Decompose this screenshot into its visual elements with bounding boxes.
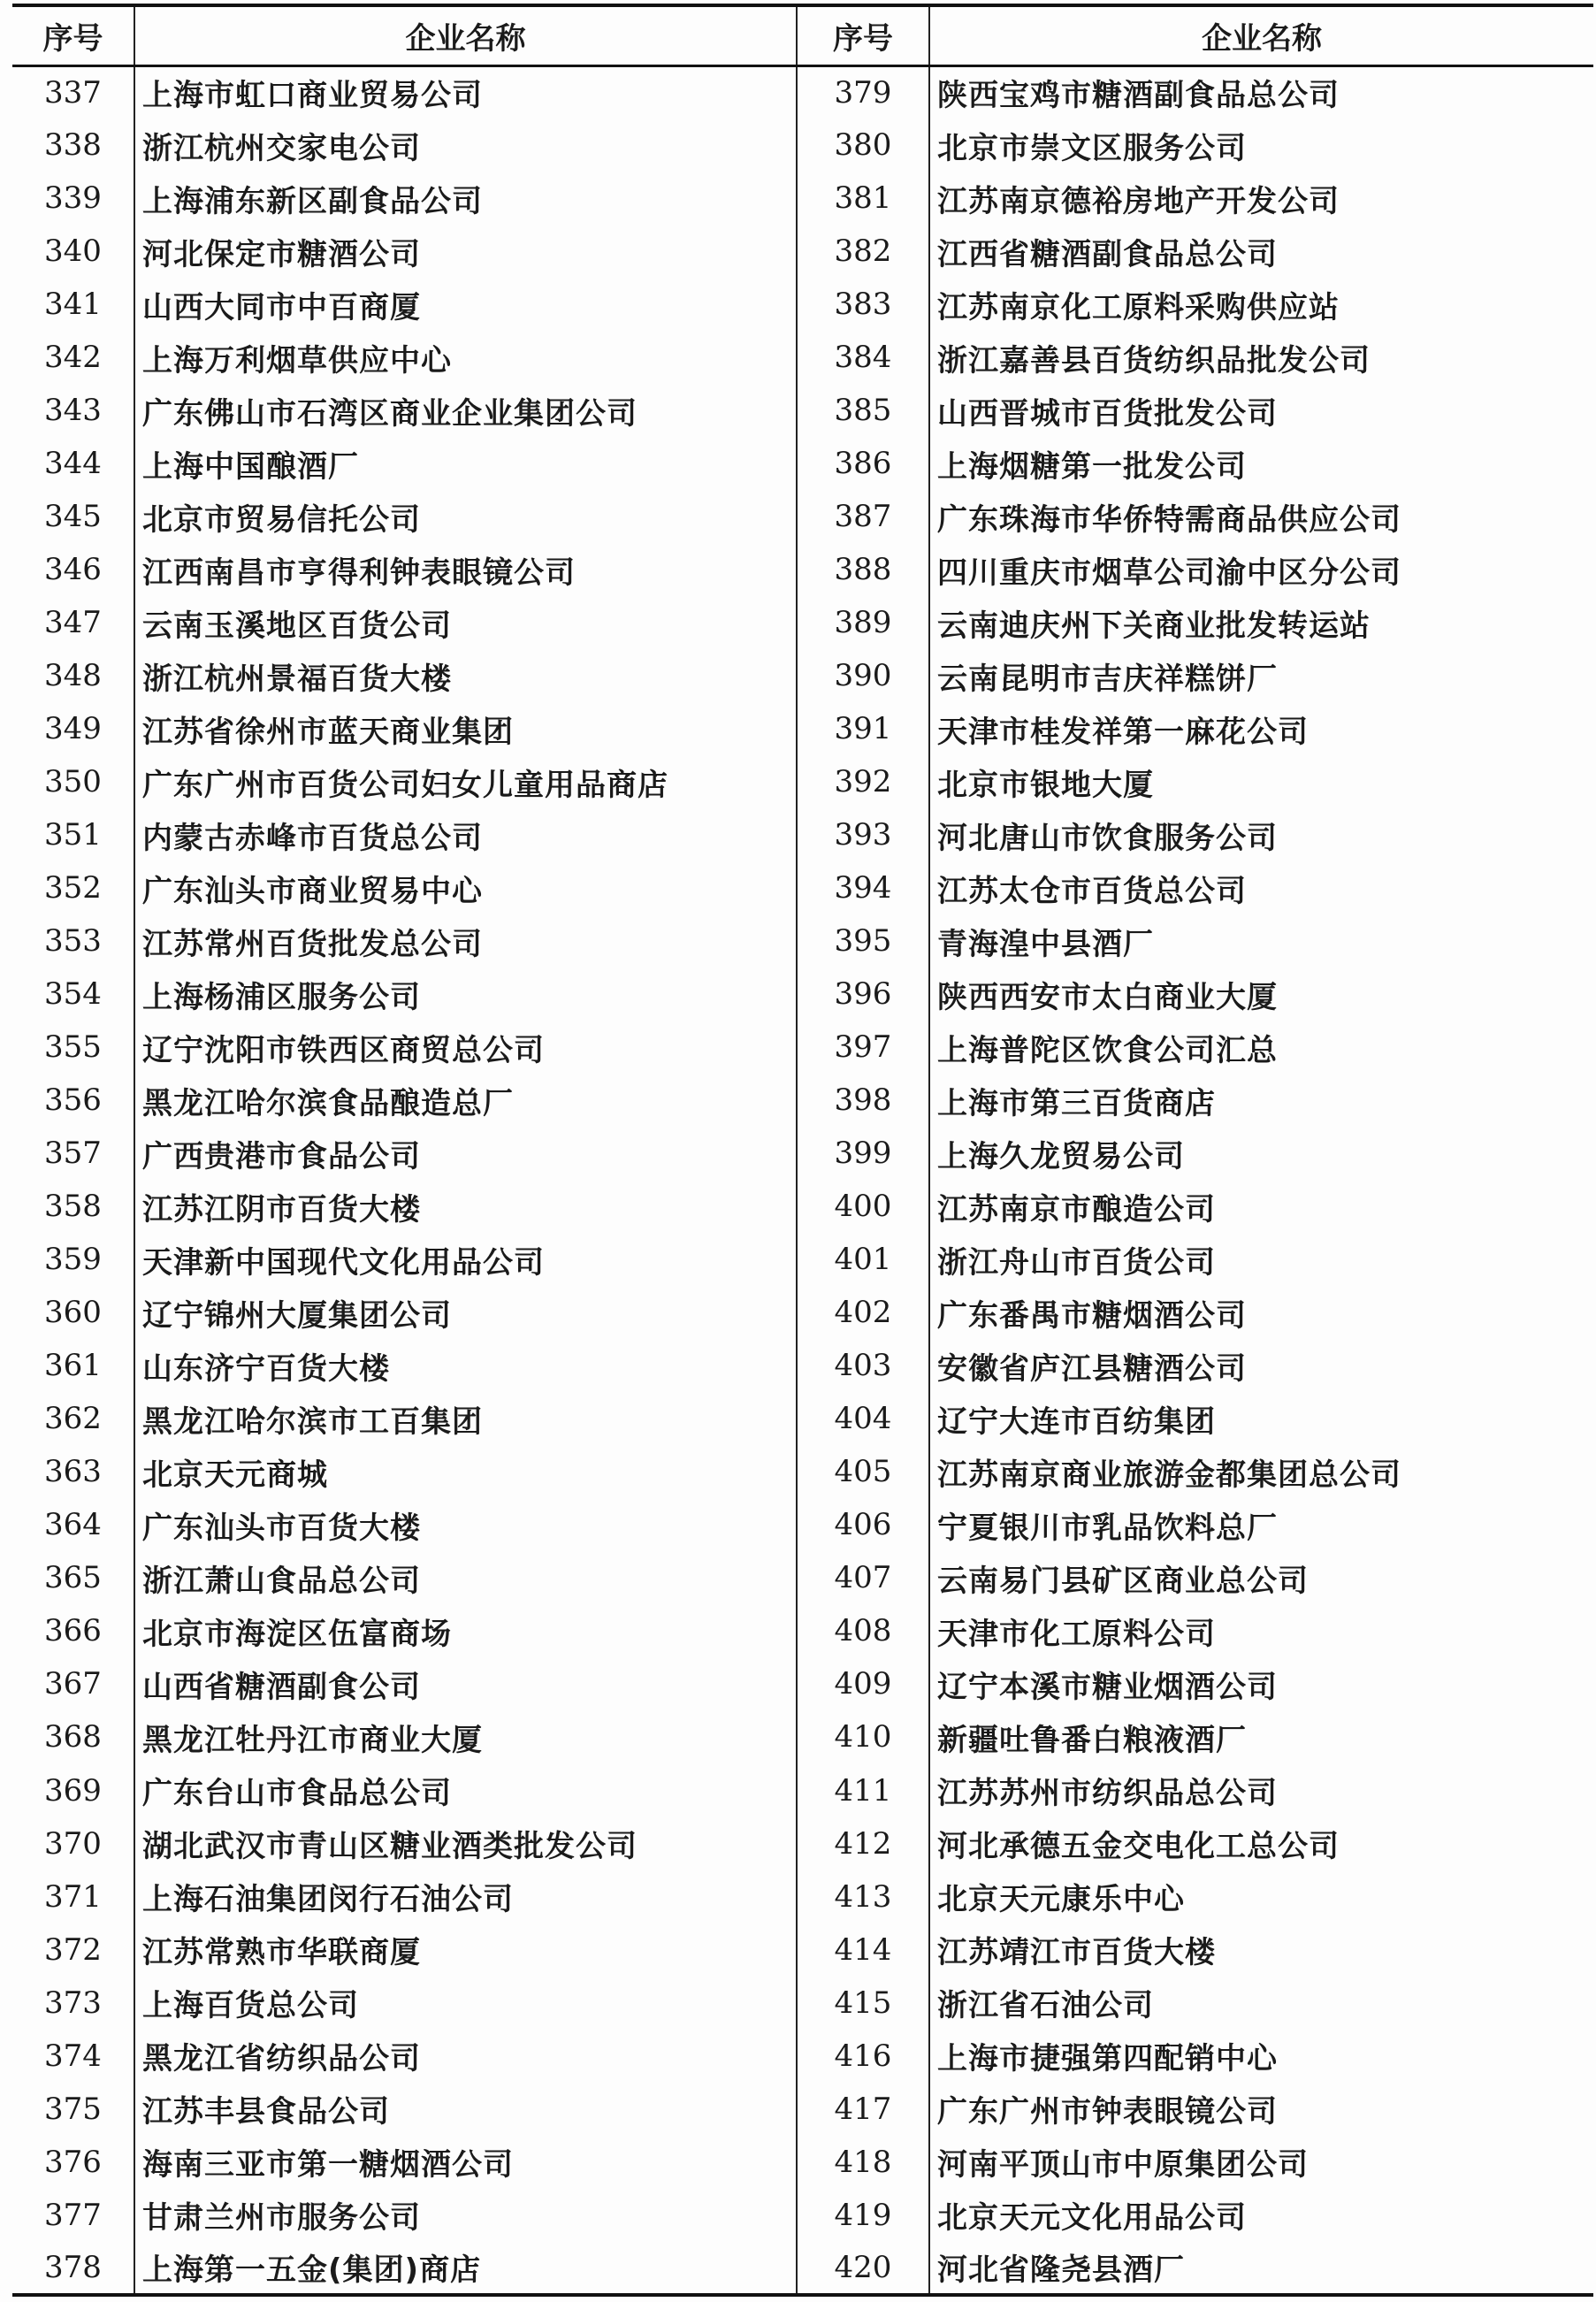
- serial-left: 346: [12, 543, 134, 596]
- table-row: [12, 1021, 1593, 1074]
- company-name-right: 辽宁本溪市糖业烟酒公司: [929, 1657, 1593, 1710]
- table-row: [12, 914, 1593, 967]
- table-row: [12, 437, 1593, 490]
- table-row: [12, 1339, 1593, 1392]
- company-name-left: 广东汕头市百货大楼: [134, 1498, 797, 1551]
- company-name-left: 北京天元商城: [134, 1445, 797, 1498]
- serial-right: 416: [797, 2030, 929, 2083]
- company-name-left: 北京市贸易信托公司: [134, 490, 797, 543]
- serial-right: 393: [797, 808, 929, 861]
- serial-left: 367: [12, 1657, 134, 1710]
- company-name-right: 四川重庆市烟草公司渝中区分公司: [929, 543, 1593, 596]
- company-name-left: 广东广州市百货公司妇女儿童用品商店: [134, 755, 797, 808]
- serial-left: 365: [12, 1551, 134, 1604]
- table-row: [12, 2242, 1593, 2295]
- serial-left: 355: [12, 1021, 134, 1074]
- serial-right: 384: [797, 331, 929, 384]
- company-name-left: 广西贵港市食品公司: [134, 1127, 797, 1180]
- serial-left: 341: [12, 278, 134, 331]
- table-row: [12, 596, 1593, 649]
- table-row: [12, 967, 1593, 1021]
- serial-right: 414: [797, 1923, 929, 1977]
- serial-right: 408: [797, 1604, 929, 1657]
- company-name-left: 甘肃兰州市服务公司: [134, 2189, 797, 2242]
- company-name-left: 浙江杭州景福百货大楼: [134, 649, 797, 702]
- table-row: [12, 1977, 1593, 2030]
- serial-left: 337: [12, 65, 134, 119]
- table-row: [12, 2083, 1593, 2136]
- company-name-right: 河北承德五金交电化工总公司: [929, 1817, 1593, 1870]
- table-row: [12, 1445, 1593, 1498]
- company-name-left: 山西大同市中百商厦: [134, 278, 797, 331]
- serial-right: 392: [797, 755, 929, 808]
- serial-left: 361: [12, 1339, 134, 1392]
- serial-right: 406: [797, 1498, 929, 1551]
- serial-right: 407: [797, 1551, 929, 1604]
- company-name-right: 广东广州市钟表眼镜公司: [929, 2083, 1593, 2136]
- table-row: [12, 65, 1593, 119]
- company-name-right: 宁夏银川市乳品饮料总厂: [929, 1498, 1593, 1551]
- table-row: [12, 490, 1593, 543]
- company-name-left: 黑龙江省纺织品公司: [134, 2030, 797, 2083]
- company-name-left: 江西南昌市亨得利钟表眼镜公司: [134, 543, 797, 596]
- company-name-left: 上海中国酿酒厂: [134, 437, 797, 490]
- serial-right: 395: [797, 914, 929, 967]
- company-name-left: 辽宁沈阳市铁西区商贸总公司: [134, 1021, 797, 1074]
- serial-right: 402: [797, 1286, 929, 1339]
- serial-left: 350: [12, 755, 134, 808]
- company-name-right: 上海烟糖第一批发公司: [929, 437, 1593, 490]
- company-name-right: 江苏南京化工原料采购供应站: [929, 278, 1593, 331]
- table-row: [12, 1870, 1593, 1923]
- company-name-right: 北京市银地大厦: [929, 755, 1593, 808]
- table-row: [12, 278, 1593, 331]
- serial-left: 376: [12, 2136, 134, 2189]
- serial-right: 404: [797, 1392, 929, 1445]
- company-name-right: 陕西西安市太白商业大厦: [929, 967, 1593, 1021]
- company-name-left: 浙江杭州交家电公司: [134, 119, 797, 172]
- serial-left: 366: [12, 1604, 134, 1657]
- header-serial-left: 序号: [12, 5, 134, 65]
- company-name-left: 云南玉溪地区百货公司: [134, 596, 797, 649]
- serial-left: 352: [12, 861, 134, 914]
- table-row: [12, 1180, 1593, 1233]
- serial-left: 345: [12, 490, 134, 543]
- table-row: [12, 861, 1593, 914]
- table-body: [12, 65, 1593, 2295]
- serial-right: 381: [797, 172, 929, 225]
- company-name-right: 陕西宝鸡市糖酒副食品总公司: [929, 65, 1593, 119]
- company-name-right: 江西省糖酒副食品总公司: [929, 225, 1593, 278]
- company-name-left: 内蒙古赤峰市百货总公司: [134, 808, 797, 861]
- table-row: [12, 1074, 1593, 1127]
- serial-left: 364: [12, 1498, 134, 1551]
- table-row: [12, 225, 1593, 278]
- serial-right: 391: [797, 702, 929, 755]
- company-name-left: 江苏常州百货批发总公司: [134, 914, 797, 967]
- serial-left: 360: [12, 1286, 134, 1339]
- table-row: [12, 1127, 1593, 1180]
- company-name-right: 江苏太仓市百货总公司: [929, 861, 1593, 914]
- serial-left: 359: [12, 1233, 134, 1286]
- table-row: [12, 808, 1593, 861]
- serial-right: 382: [797, 225, 929, 278]
- company-name-right: 天津市化工原料公司: [929, 1604, 1593, 1657]
- serial-left: 343: [12, 384, 134, 437]
- company-name-left: 上海浦东新区副食品公司: [134, 172, 797, 225]
- company-name-left: 山西省糖酒副食公司: [134, 1657, 797, 1710]
- company-name-right: 江苏靖江市百货大楼: [929, 1923, 1593, 1977]
- serial-left: 357: [12, 1127, 134, 1180]
- serial-left: 340: [12, 225, 134, 278]
- enterprise-table: [12, 4, 1593, 2297]
- table-row: [12, 1233, 1593, 1286]
- table-row: [12, 384, 1593, 437]
- company-name-right: 上海市捷强第四配销中心: [929, 2030, 1593, 2083]
- header-serial-right: 序号: [797, 5, 929, 65]
- serial-left: 373: [12, 1977, 134, 2030]
- serial-left: 377: [12, 2189, 134, 2242]
- serial-left: 354: [12, 967, 134, 1021]
- company-name-left: 海南三亚市第一糖烟酒公司: [134, 2136, 797, 2189]
- serial-left: 371: [12, 1870, 134, 1923]
- table-row: [12, 1764, 1593, 1817]
- company-name-left: 上海第一五金(集团)商店: [134, 2242, 797, 2295]
- table-row: [12, 331, 1593, 384]
- company-name-left: 上海市虹口商业贸易公司: [134, 65, 797, 119]
- serial-right: 418: [797, 2136, 929, 2189]
- table-row: [12, 1710, 1593, 1763]
- company-name-right: 天津市桂发祥第一麻花公司: [929, 702, 1593, 755]
- serial-left: 349: [12, 702, 134, 755]
- serial-right: 411: [797, 1764, 929, 1817]
- serial-left: 353: [12, 914, 134, 967]
- company-name-left: 湖北武汉市青山区糖业酒类批发公司: [134, 1817, 797, 1870]
- serial-left: 370: [12, 1817, 134, 1870]
- company-name-right: 云南昆明市吉庆祥糕饼厂: [929, 649, 1593, 702]
- serial-left: 342: [12, 331, 134, 384]
- serial-right: 405: [797, 1445, 929, 1498]
- company-name-left: 辽宁锦州大厦集团公司: [134, 1286, 797, 1339]
- serial-right: 400: [797, 1180, 929, 1233]
- serial-right: 387: [797, 490, 929, 543]
- serial-right: 403: [797, 1339, 929, 1392]
- company-name-right: 江苏南京德裕房地产开发公司: [929, 172, 1593, 225]
- table-row: [12, 1923, 1593, 1977]
- serial-right: 386: [797, 437, 929, 490]
- table-row: [12, 172, 1593, 225]
- company-name-right: 辽宁大连市百纺集团: [929, 1392, 1593, 1445]
- table-row: [12, 1657, 1593, 1710]
- serial-right: 399: [797, 1127, 929, 1180]
- company-name-left: 江苏江阴市百货大楼: [134, 1180, 797, 1233]
- serial-right: 417: [797, 2083, 929, 2136]
- table-row: [12, 1604, 1593, 1657]
- company-name-left: 黑龙江哈尔滨食品酿造总厂: [134, 1074, 797, 1127]
- company-name-left: 上海石油集团闵行石油公司: [134, 1870, 797, 1923]
- company-name-left: 上海百货总公司: [134, 1977, 797, 2030]
- company-name-left: 北京市海淀区伍富商场: [134, 1604, 797, 1657]
- table-row: [12, 1498, 1593, 1551]
- company-name-left: 黑龙江牡丹江市商业大厦: [134, 1710, 797, 1763]
- table-row: [12, 1551, 1593, 1604]
- company-name-right: 广东珠海市华侨特需商品供应公司: [929, 490, 1593, 543]
- company-name-right: 河南平顶山市中原集团公司: [929, 2136, 1593, 2189]
- company-name-left: 天津新中国现代文化用品公司: [134, 1233, 797, 1286]
- company-name-right: 云南易门县矿区商业总公司: [929, 1551, 1593, 1604]
- company-name-right: 浙江舟山市百货公司: [929, 1233, 1593, 1286]
- serial-right: 385: [797, 384, 929, 437]
- serial-left: 344: [12, 437, 134, 490]
- table-row: [12, 2189, 1593, 2242]
- company-name-left: 山东济宁百货大楼: [134, 1339, 797, 1392]
- serial-right: 415: [797, 1977, 929, 2030]
- serial-left: 347: [12, 596, 134, 649]
- company-name-right: 安徽省庐江县糖酒公司: [929, 1339, 1593, 1392]
- serial-left: 348: [12, 649, 134, 702]
- table-row: [12, 702, 1593, 755]
- company-name-left: 江苏省徐州市蓝天商业集团: [134, 702, 797, 755]
- company-name-right: 江苏苏州市纺织品总公司: [929, 1764, 1593, 1817]
- company-name-right: 北京天元康乐中心: [929, 1870, 1593, 1923]
- table-row: [12, 543, 1593, 596]
- serial-left: 351: [12, 808, 134, 861]
- serial-right: 390: [797, 649, 929, 702]
- company-name-right: 浙江嘉善县百货纺织品批发公司: [929, 331, 1593, 384]
- serial-right: 397: [797, 1021, 929, 1074]
- company-name-right: 河北省隆尧县酒厂: [929, 2242, 1593, 2295]
- company-name-right: 上海市第三百货商店: [929, 1074, 1593, 1127]
- serial-left: 356: [12, 1074, 134, 1127]
- serial-right: 420: [797, 2242, 929, 2295]
- serial-left: 378: [12, 2242, 134, 2295]
- company-name-right: 上海久龙贸易公司: [929, 1127, 1593, 1180]
- company-name-left: 江苏丰县食品公司: [134, 2083, 797, 2136]
- serial-right: 401: [797, 1233, 929, 1286]
- header-name-left: 企业名称: [134, 5, 797, 65]
- company-name-left: 广东汕头市商业贸易中心: [134, 861, 797, 914]
- serial-right: 412: [797, 1817, 929, 1870]
- serial-right: 413: [797, 1870, 929, 1923]
- serial-left: 368: [12, 1710, 134, 1763]
- company-name-right: 新疆吐鲁番白粮液酒厂: [929, 1710, 1593, 1763]
- table-row: [12, 1286, 1593, 1339]
- header-name-right: 企业名称: [929, 5, 1593, 65]
- serial-right: 389: [797, 596, 929, 649]
- company-name-left: 江苏常熟市华联商厦: [134, 1923, 797, 1977]
- company-name-left: 广东台山市食品总公司: [134, 1764, 797, 1817]
- company-name-right: 北京市崇文区服务公司: [929, 119, 1593, 172]
- company-name-right: 山西晋城市百货批发公司: [929, 384, 1593, 437]
- serial-right: 394: [797, 861, 929, 914]
- serial-right: 383: [797, 278, 929, 331]
- company-name-left: 河北保定市糖酒公司: [134, 225, 797, 278]
- company-name-right: 浙江省石油公司: [929, 1977, 1593, 2030]
- company-name-left: 浙江萧山食品总公司: [134, 1551, 797, 1604]
- serial-right: 379: [797, 65, 929, 119]
- serial-left: 339: [12, 172, 134, 225]
- table-row: [12, 1817, 1593, 1870]
- serial-left: 363: [12, 1445, 134, 1498]
- serial-left: 362: [12, 1392, 134, 1445]
- table-row: [12, 755, 1593, 808]
- table-row: [12, 649, 1593, 702]
- serial-right: 398: [797, 1074, 929, 1127]
- company-name-right: 上海普陀区饮食公司汇总: [929, 1021, 1593, 1074]
- table-row: [12, 1392, 1593, 1445]
- company-name-left: 上海万利烟草供应中心: [134, 331, 797, 384]
- serial-right: 409: [797, 1657, 929, 1710]
- company-name-right: 北京天元文化用品公司: [929, 2189, 1593, 2242]
- header-row: [12, 5, 1593, 65]
- table-header: [12, 5, 1593, 65]
- company-name-right: 江苏南京商业旅游金都集团总公司: [929, 1445, 1593, 1498]
- company-name-right: 青海湟中县酒厂: [929, 914, 1593, 967]
- serial-right: 410: [797, 1710, 929, 1763]
- serial-right: 419: [797, 2189, 929, 2242]
- serial-left: 358: [12, 1180, 134, 1233]
- serial-right: 380: [797, 119, 929, 172]
- table-row: [12, 2030, 1593, 2083]
- serial-left: 338: [12, 119, 134, 172]
- company-name-right: 江苏南京市酿造公司: [929, 1180, 1593, 1233]
- serial-left: 369: [12, 1764, 134, 1817]
- company-name-right: 河北唐山市饮食服务公司: [929, 808, 1593, 861]
- company-name-right: 云南迪庆州下关商业批发转运站: [929, 596, 1593, 649]
- company-name-right: 广东番禺市糖烟酒公司: [929, 1286, 1593, 1339]
- serial-left: 375: [12, 2083, 134, 2136]
- table-row: [12, 119, 1593, 172]
- company-name-left: 广东佛山市石湾区商业企业集团公司: [134, 384, 797, 437]
- serial-left: 372: [12, 1923, 134, 1977]
- serial-left: 374: [12, 2030, 134, 2083]
- company-name-left: 黑龙江哈尔滨市工百集团: [134, 1392, 797, 1445]
- company-name-left: 上海杨浦区服务公司: [134, 967, 797, 1021]
- serial-right: 396: [797, 967, 929, 1021]
- table-row: [12, 2136, 1593, 2189]
- serial-right: 388: [797, 543, 929, 596]
